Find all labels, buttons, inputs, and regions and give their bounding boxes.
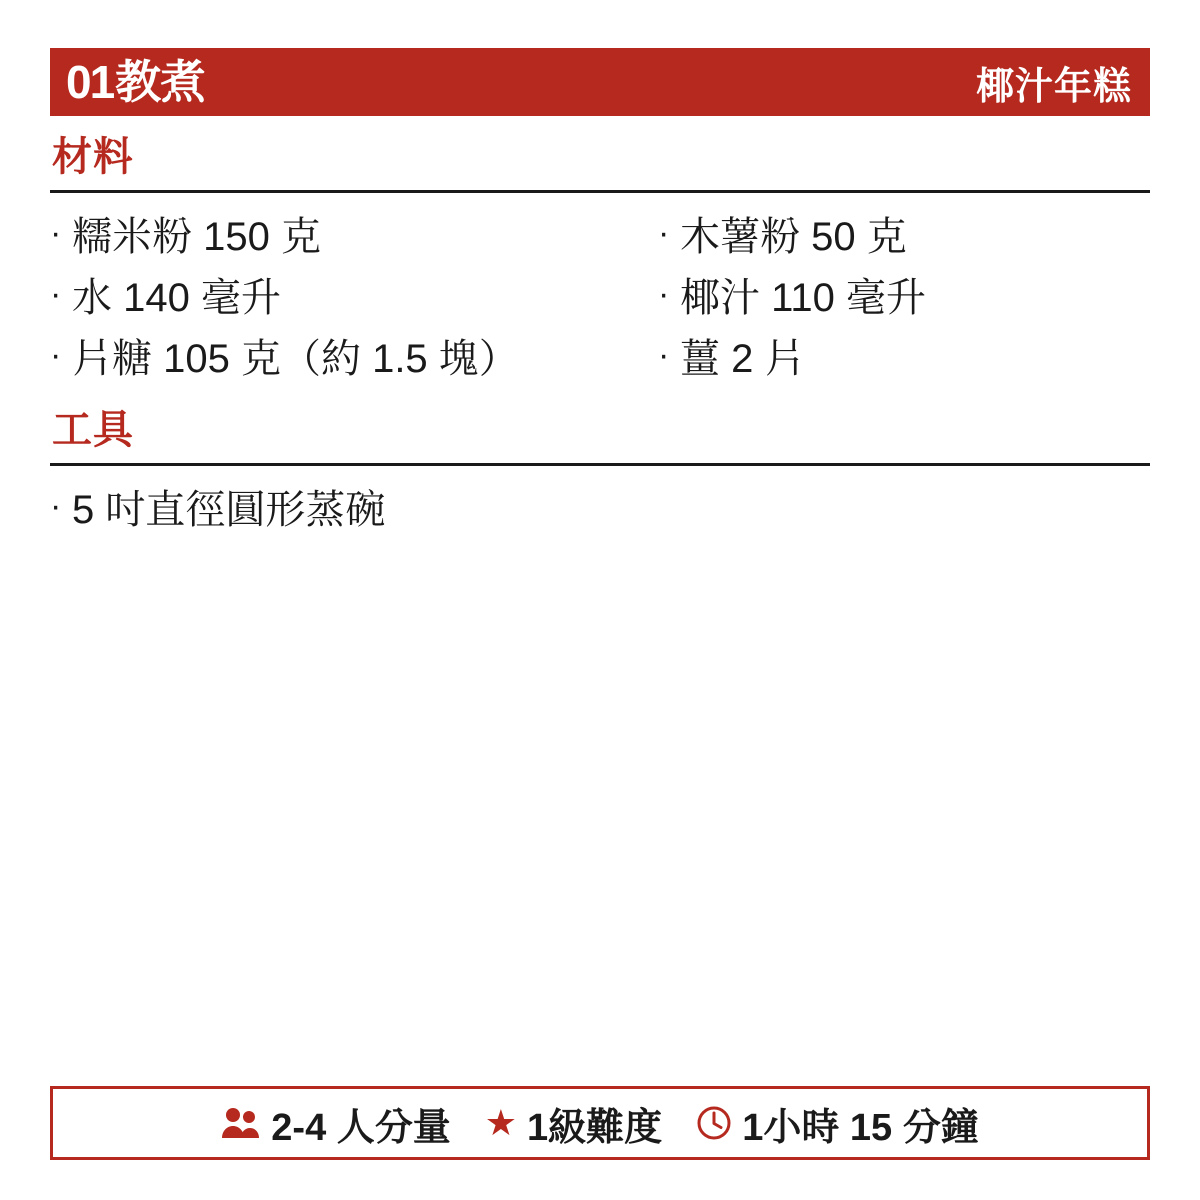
- bullet-icon: ·: [658, 335, 670, 374]
- tools-heading: 工具: [52, 408, 134, 453]
- list-item: [50, 268, 600, 329]
- ingredient-text: 木薯粉 50 克: [680, 215, 907, 259]
- brand-word: 教煮: [115, 56, 206, 108]
- list-item: [658, 207, 1150, 268]
- tools-divider: [50, 463, 1150, 466]
- ingredients-column-right: [600, 207, 1150, 389]
- bullet-icon: ·: [658, 274, 670, 313]
- list-item: [50, 207, 600, 268]
- list-item: [658, 329, 1150, 390]
- ingredients-divider: [50, 190, 1150, 193]
- people-icon: [221, 1106, 261, 1140]
- ingredients-column-left: [50, 207, 600, 389]
- ingredients-list-left: [50, 207, 600, 389]
- ingredient-text: 椰汁 110 毫升: [680, 275, 926, 320]
- bullet-icon: ·: [50, 274, 62, 313]
- ingredients-list-right: [658, 207, 1150, 389]
- tools-section: [50, 407, 1150, 541]
- bullet-icon: ·: [658, 214, 670, 252]
- bullet-icon: ·: [50, 214, 62, 252]
- ingredient-text: 片糖 105 克（約 1.5 塊）: [72, 336, 519, 381]
- time-text: 1小時 15 分鐘: [742, 1106, 979, 1149]
- tool-text: 5 吋直徑圓形蒸碗: [72, 488, 386, 533]
- ingredients-columns: [50, 207, 1150, 389]
- list-item: [50, 329, 600, 390]
- ingredients-section: [50, 134, 1150, 389]
- meta-box: [50, 1086, 1150, 1160]
- clock-icon: [696, 1105, 732, 1141]
- ingredients-heading: 材料: [52, 135, 134, 179]
- list-item: [658, 268, 1150, 329]
- ingredient-text: 薑 2 片: [680, 336, 805, 381]
- content-spacer: [50, 541, 1150, 1086]
- tools-list: [50, 480, 1150, 541]
- difficulty-meta: [485, 1096, 662, 1151]
- recipe-title: 椰汁年糕: [975, 65, 1132, 108]
- servings-meta: [221, 1096, 450, 1151]
- brand-logo: [66, 56, 206, 108]
- time-meta: [696, 1096, 979, 1151]
- star-icon: ★: [484, 1102, 518, 1143]
- bullet-icon: ·: [50, 335, 62, 374]
- ingredient-text: 水 140 毫升: [72, 275, 281, 320]
- bullet-icon: ·: [50, 487, 62, 526]
- list-item: [50, 480, 1150, 541]
- brand-number: 01: [66, 56, 114, 108]
- ingredient-text: 糯米粉 150 克: [72, 215, 321, 259]
- header-bar: [50, 48, 1150, 116]
- servings-text: 2-4 人分量: [271, 1106, 451, 1149]
- difficulty-text: 1級難度: [527, 1106, 663, 1149]
